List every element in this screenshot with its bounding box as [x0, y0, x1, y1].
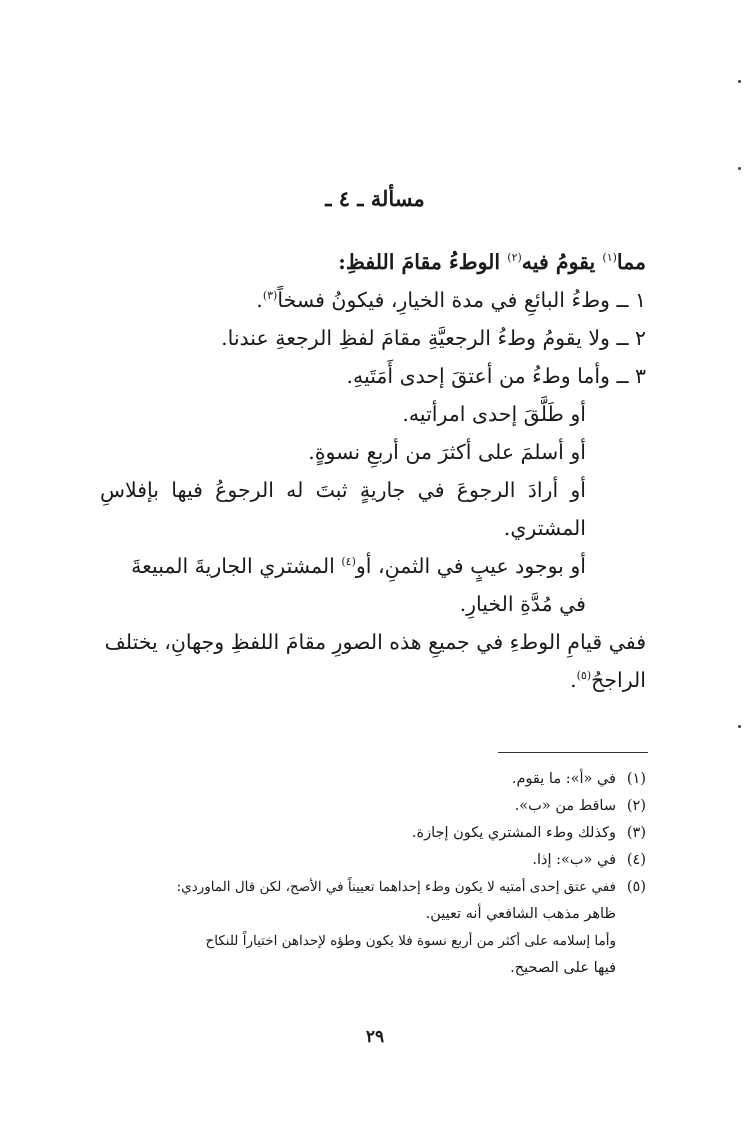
conclusion-a: [100, 623, 646, 661]
footnote-ref-4[interactable]: (٤): [341, 555, 356, 569]
footnote-text: ففي عتق إحدى أمتيه لا يكون وطء إحداهما تعييناً في الأصح، لكن قال الماوردي:: [176, 879, 616, 895]
sub-item-3a-text: أو أرادَ الرجوعَ في جاريةٍ ثبتَ له الرجوعُ فيها بإفلاسِ: [100, 478, 586, 502]
footnote-text: وكذلك وطء المشتري يكون إجازة.: [411, 825, 616, 841]
sub-item-2: [100, 433, 646, 471]
footnote-5-continuation-2: وأما إسلامه على أكثر من أربع نسوة فلا يكون وطؤه لإحداهن اختياراً للنكاح: [205, 933, 616, 949]
sub-item-4a-pre: أو بوجود عيبٍ في الثمنِ، أو: [355, 554, 586, 578]
item-1-end: .: [256, 288, 263, 312]
footnote-text: في «أ»: ما يقوم.: [511, 771, 616, 787]
footnote-ref-3[interactable]: (٣): [262, 289, 278, 303]
conclusion-a-text: ففي قيامِ الوطءِ في جميعِ هذه الصورِ مقامَ اللفظِ وجهانِ، يختلف: [104, 630, 646, 654]
margin-speck: [738, 167, 741, 170]
page-title: مسألة ـ ٤ ـ: [325, 186, 425, 211]
conclusion-b-text: الراجحُ: [591, 668, 646, 692]
intro-line: [100, 243, 646, 281]
footnote-text: ساقط من «ب».: [514, 798, 616, 814]
item-1: [100, 281, 646, 319]
footnote-1: [100, 766, 646, 793]
sub-item-4a-post: المشتري الجاريةَ المبيعةَ: [131, 554, 342, 578]
margin-speck: [738, 80, 741, 83]
footnote-number: (٥): [626, 879, 646, 895]
footnote-ref-2[interactable]: (٢): [507, 251, 522, 265]
intro-mid: يقومُ فيه: [521, 250, 603, 274]
sub-item-4b-text: في مُدَّةِ الخيارِ.: [459, 592, 586, 616]
footnote-3: [100, 820, 646, 847]
footnote-text: في «ب»: إذا.: [532, 852, 616, 868]
item-3: [100, 357, 646, 395]
footnote-5-continuation-3: فيها على الصحيح.: [510, 960, 616, 976]
footnote-number: (١): [626, 771, 646, 787]
footnote-5-continuation-1: ظاهر مذهب الشافعي أنه تعيين.: [425, 906, 616, 922]
conclusion-b-end: .: [570, 668, 577, 692]
footnote-number: (٣): [626, 825, 646, 841]
item-3-text: ٣ ــ وأما وطءُ من أعتقَ إحدى أَمَتَيهِ.: [346, 364, 646, 388]
footnote-4: [100, 847, 646, 874]
footnote-2: [100, 793, 646, 820]
sub-item-2-text: أو أسلمَ على أكثرَ من أربعِ نسوةٍ.: [308, 440, 586, 464]
footnote-number: (٢): [626, 798, 646, 814]
footnotes: [100, 766, 646, 982]
conclusion-b: [100, 661, 646, 699]
item-2: [100, 319, 646, 357]
item-1-text: ١ ــ وطءُ البائعِ في مدة الخيارِ، فيكونُ فسخاً: [277, 288, 646, 312]
footnote-5: [100, 874, 646, 901]
sub-item-1: [100, 395, 646, 433]
footnote-number: (٤): [626, 852, 646, 868]
sub-item-1-text: أو طَلَّقَ إحدى امرأتيه.: [402, 402, 586, 426]
item-2-text: ٢ ــ ولا يقومُ وطءُ الرجعيَّةِ مقامَ لفظِ الرجعةِ عندنا.: [221, 326, 646, 350]
footnote-ref-1[interactable]: (١): [602, 251, 617, 265]
sub-item-4b: [100, 585, 646, 623]
intro-rest: الوطءُ مقامَ اللفظِ:: [338, 250, 508, 274]
page-number: ٢٩: [365, 1027, 385, 1047]
footnote-ref-5[interactable]: (٥): [576, 669, 592, 683]
sub-item-3b-text: المشتري.: [503, 516, 586, 540]
footnote-separator: [498, 752, 648, 753]
intro-prefix: مما: [616, 250, 646, 274]
sub-item-3b: [100, 509, 646, 547]
margin-speck: [738, 725, 741, 728]
main-text: [100, 243, 646, 699]
sub-item-4a: [100, 547, 646, 585]
sub-item-3a: [100, 471, 646, 509]
